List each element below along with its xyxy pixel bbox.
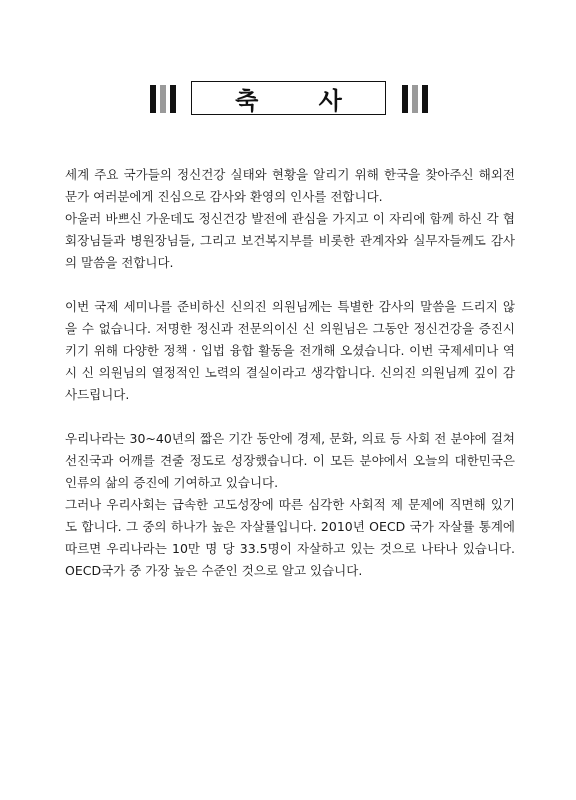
- title-block: [150, 81, 428, 117]
- paragraph-growth: 우리나라는 30~40년의 짧은 기간 동안에 경제, 문화, 의료 등 사회 전 분야에 걸쳐 선진국과 어깨를 견줄 정도로 성장했습니다. 이 모든 분야에서 오늘의 대한민국은 인류의 삶의 증진에 기여하고 있습니다.: [65, 431, 515, 490]
- paragraph-thanks-attendees: 아울러 바쁘신 가운데도 정신건강 발전에 관심을 가지고 이 자리에 함께 하신 각 협회장님들과 병원장님들, 그리고 보건복지부를 비롯한 관계자와 실무자들께도 감사의 말씀을 전합니다.: [65, 211, 515, 270]
- paragraph-gap: [65, 406, 515, 428]
- title-decoration-right: [402, 85, 428, 113]
- title-decoration-left: [150, 85, 176, 113]
- decor-bar: [170, 85, 176, 113]
- decor-bar: [402, 85, 408, 113]
- paragraph-thanks-organizer: 이번 국제 세미나를 준비하신 신의진 의원님께는 특별한 감사의 말씀을 드리지 않을 수 없습니다. 저명한 정신과 전문의이신 신 의원님은 그동안 정신건강을 증진시키기 위해 다양한 정책 · 입법 융합 활동을 전개해 오셨습니다. 이번 국제세미나 역시 신 의원님의 열정적인 노력의 결실이라고 생각합니다. 신의진 의원님께 깊이 감사드립니다.: [65, 299, 515, 402]
- paragraph-welcome: 세계 주요 국가들의 정신건강 실태와 현황을 알리기 위해 한국을 찾아주신 해외전문가 여러분에게 진심으로 감사와 환영의 인사를 전합니다.: [65, 167, 515, 204]
- title-box: [191, 81, 386, 115]
- paragraph-suicide-rate: 그러나 우리사회는 급속한 고도성장에 따른 심각한 사회적 제 문제에 직면해 있기도 합니다. 그 중의 하나가 높은 자살률입니다. 2010년 OECD 국가 자살률 통계에 따르면 우리나라는 10만 명 당 33.5명이 자살하고 있는 것으로 나타나 있습니다. OECD국가 중 가장 높은 수준인 것으로 알고 있습니다.: [65, 497, 515, 578]
- page-title: 축 사: [235, 86, 368, 115]
- decor-bar: [412, 85, 418, 113]
- decor-bar: [160, 85, 166, 113]
- decor-bar: [150, 85, 156, 113]
- decor-bar: [422, 85, 428, 113]
- paragraph-gap: [65, 274, 515, 296]
- document-body: [65, 164, 515, 582]
